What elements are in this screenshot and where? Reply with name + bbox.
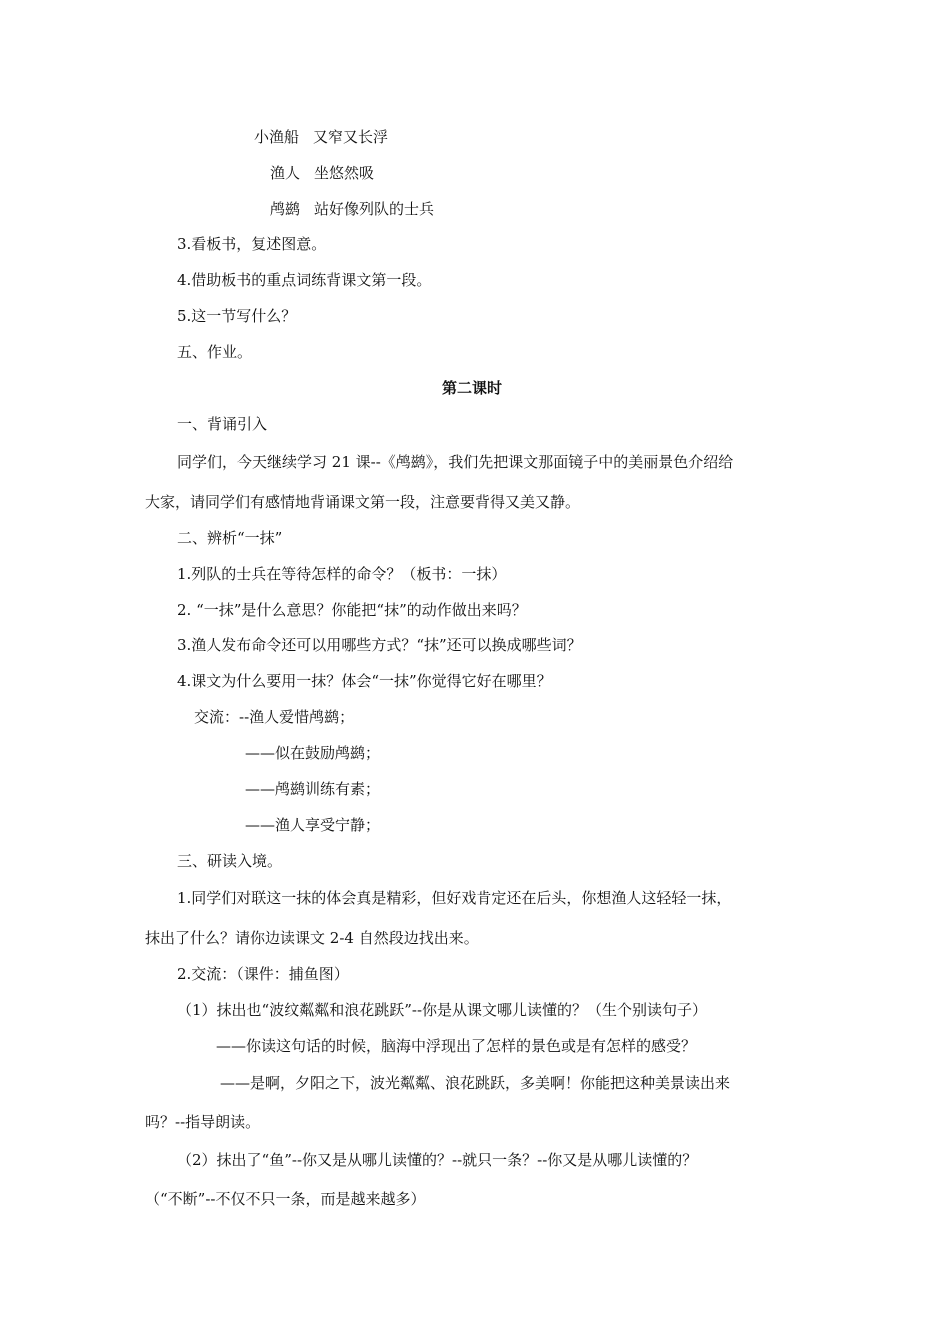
paragraph-line: 吗？--指导朗读。 xyxy=(145,1113,261,1131)
paragraph-line: （“不断”--不仅不只一条，而是越来越多） xyxy=(145,1190,426,1208)
section-heading: 二、辨析“一抹” xyxy=(177,529,283,547)
lesson1-step: 5.这一节写什么？ xyxy=(177,307,297,325)
question-item: 4.课文为什么要用一抹？体会“一抹”你觉得它好在哪里？ xyxy=(177,672,552,690)
lesson1-step: 4.借助板书的重点词练背课文第一段。 xyxy=(177,271,432,289)
exchange-point: ——渔人享受宁静； xyxy=(245,816,381,834)
paragraph-line: 大家，请同学们有感情地背诵课文第一段，注意要背得又美又静。 xyxy=(145,493,581,511)
paragraph-line: 1.同学们对联这一抹的体会真是精彩，但好戏肯定还在后头，你想渔人这轻轻一抹， xyxy=(177,889,732,907)
lesson1-step: 五、作业。 xyxy=(177,343,253,361)
board-note-desc: 又窄又长浮 xyxy=(313,128,389,146)
question-item: 3.渔人发布命令还可以用哪些方式？“抹”还可以换成哪些词？ xyxy=(177,636,582,654)
sub-item-point: ——是啊，夕阳之下，波光粼粼、浪花跳跃，多美啊！你能把这种美景读出来 xyxy=(220,1074,731,1092)
question-item: 2.交流：（课件：捕鱼图） xyxy=(177,965,349,983)
board-note-desc: 站好像列队的士兵 xyxy=(314,200,435,218)
sub-item-point: ——你读这句话的时候，脑海中浮现出了怎样的景色或是有怎样的感受？ xyxy=(216,1037,697,1055)
board-note-term: 鸬鹚 xyxy=(270,200,301,218)
board-note-row xyxy=(270,163,374,183)
exchange-intro: 交流：--渔人爱惜鸬鹚； xyxy=(194,708,355,726)
lesson2-title: 第二课时 xyxy=(442,379,503,397)
board-note-desc: 坐悠然吸 xyxy=(314,164,375,182)
exchange-point: ——似在鼓励鸬鹚； xyxy=(245,744,381,762)
board-note-row xyxy=(254,127,388,147)
board-note-term: 小渔船 xyxy=(254,128,300,146)
question-item: 2. “一抹”是什么意思？你能把“抹”的动作做出来吗？ xyxy=(177,601,527,619)
section-heading: 三、研读入境。 xyxy=(177,852,283,870)
section-heading: 一、背诵引入 xyxy=(177,415,268,433)
paragraph-line: 同学们，今天继续学习 21 课--《鸬鹚》，我们先把课文那面镜子中的美丽景色介绍给 xyxy=(177,453,734,471)
paragraph-line: 抹出了什么？请你边读课文 2-4 自然段边找出来。 xyxy=(145,929,479,947)
question-item: 1.列队的士兵在等待怎样的命令？（板书：一抹） xyxy=(177,565,507,583)
board-note-row xyxy=(270,199,434,219)
sub-item: （2）抹出了“鱼”--你又是从哪儿读懂的？--就只一条？--你又是从哪儿读懂的？ xyxy=(177,1151,698,1169)
exchange-point: ——鸬鹚训练有素； xyxy=(245,780,381,798)
lesson1-step: 3.看板书，复述图意。 xyxy=(177,235,327,253)
sub-item: （1）抹出也“波纹粼粼和浪花跳跃”--你是从课文哪儿读懂的？（生个别读句子） xyxy=(177,1001,708,1019)
board-note-term: 渔人 xyxy=(270,164,301,182)
